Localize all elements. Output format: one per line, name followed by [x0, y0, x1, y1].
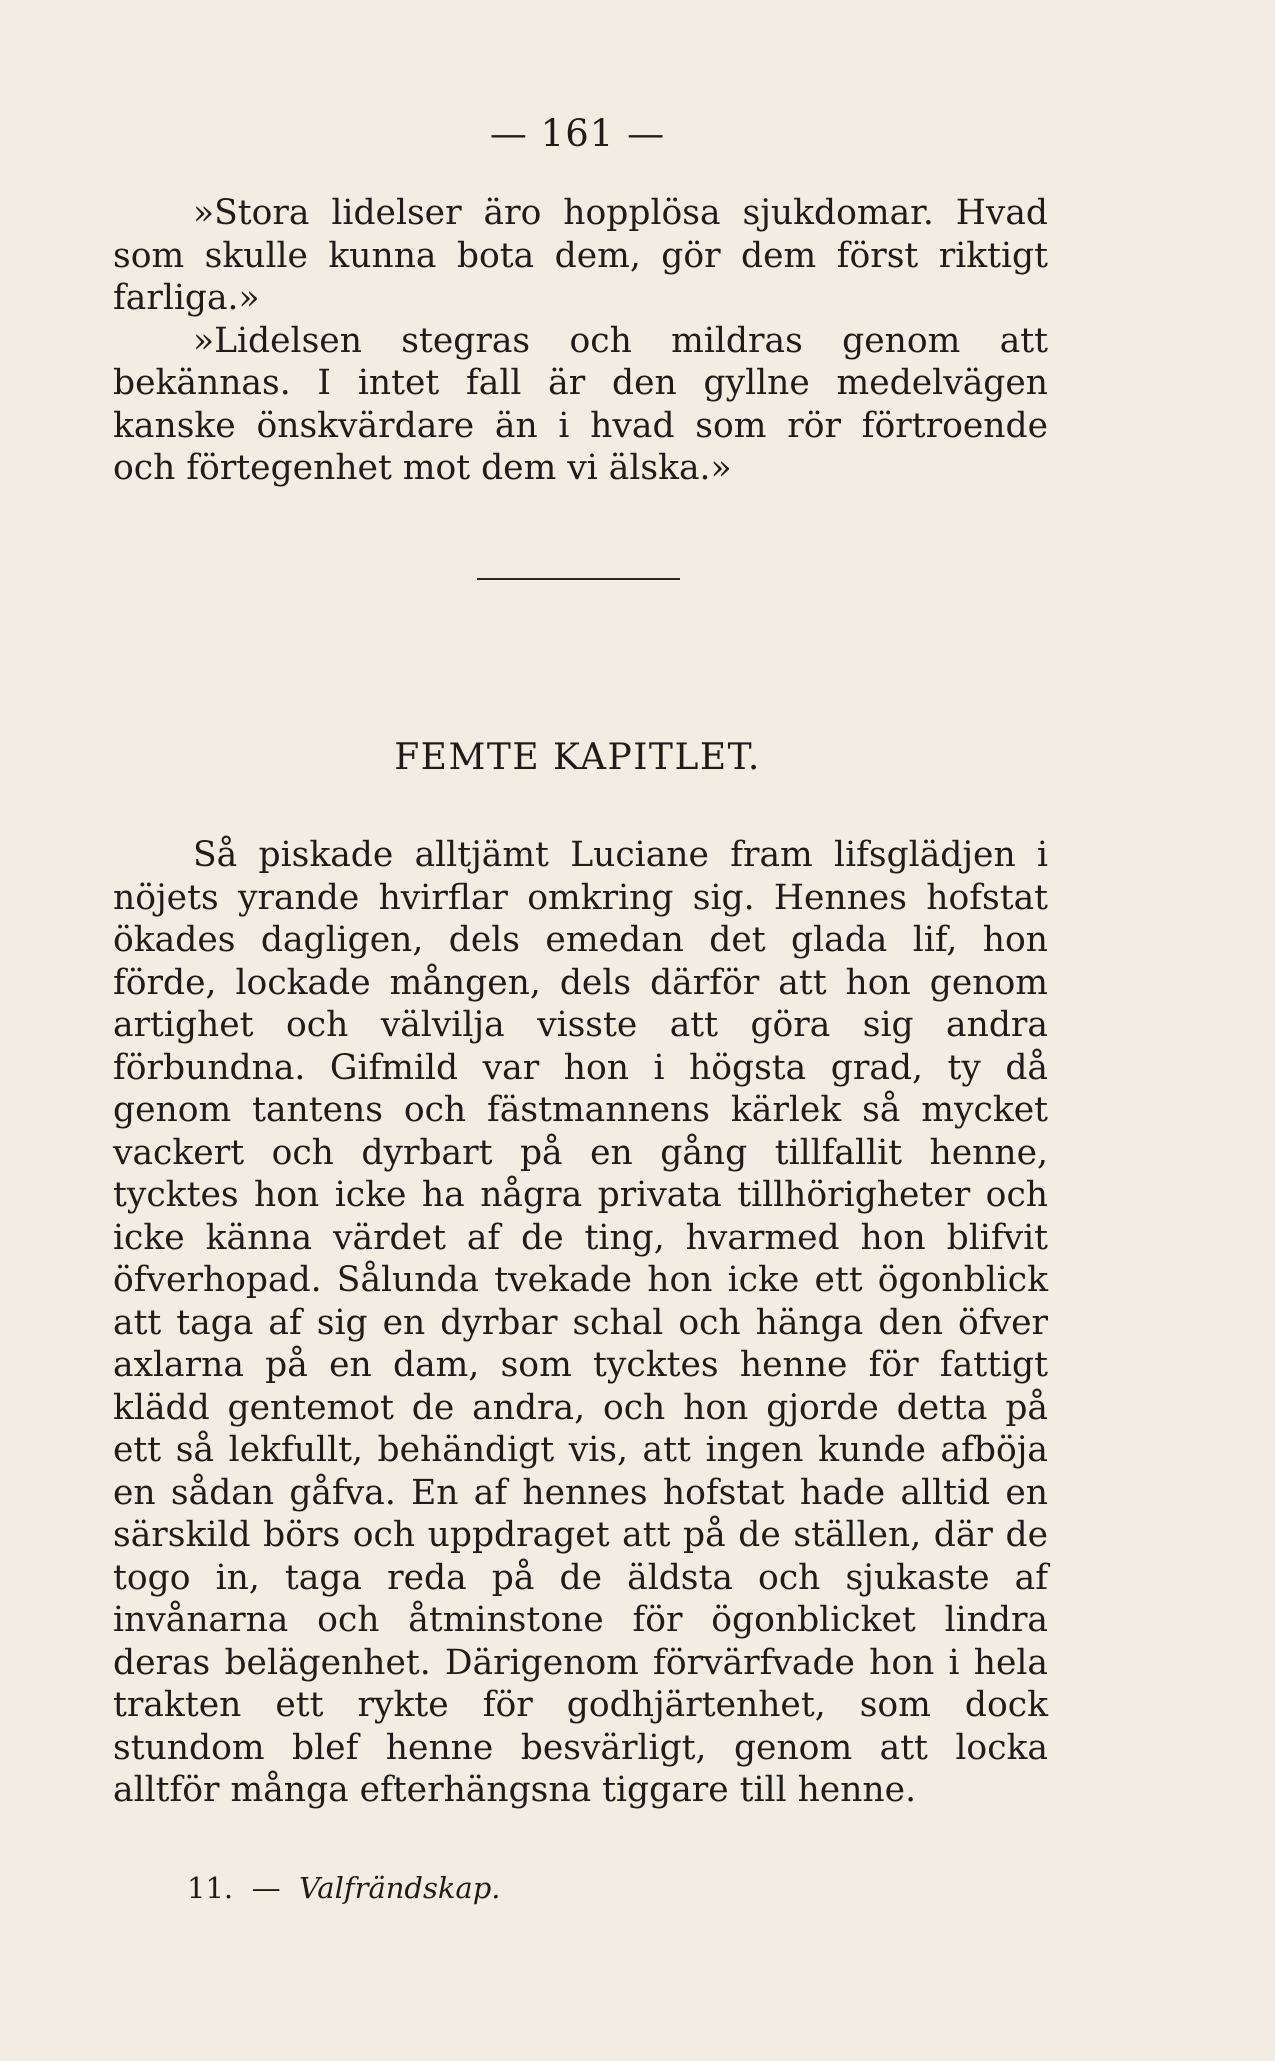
chapter-paragraph: Så piskade alltjämt Luciane fram lifsglädjen i nöjets yrande hvirflar omkring sig. Hennes hofstat ökades dagligen, dels emedan det glada lif, hon förde, lockade mången, dels därför att hon genom artighet och välvilja visste att göra sig andra förbundna. Gifmild var hon i högsta grad, ty då genom tantens och fästmannens kärlek så mycket vackert och dyrbart på en gång tillfallit henne, tycktes hon icke ha några privata tillhörigheter och icke känna värdet af de ting, hvarmed hon blifvit öfverhopad. Sålunda tvekade hon icke ett ögonblick att taga af sig en dyrbar schal och hänga den öfver axlarna på en dam, som tycktes henne för fattigt klädd gentemot de andra, och hon gjorde detta på ett så lekfullt, behändigt vis, att ingen kunde afböja en sådan gåfva. En af hennes hofstat hade alltid en särskild börs och uppdraget att på de ställen, där de togo in, taga reda på de äldsta och sjukaste af invånarna och åtminstone för ögonblicket lindra deras belägenhet. Därigenom förvärfvade hon i hela trakten ett rykte för godhjärtenhet, som dock stundom blef henne besvärligt, genom att locka alltför många efterhängsna tiggare till henne.: [113, 835, 1048, 1810]
signature-dash: —: [251, 1871, 281, 1905]
chapter-body: [113, 834, 1048, 1812]
page-number: — 161 —: [489, 112, 666, 155]
section-divider: [477, 578, 680, 580]
chapter-heading: FEMTE KAPITLET.: [394, 737, 761, 778]
epigraph-quotes: [113, 192, 1048, 490]
signature-title: Valfrändskap.: [299, 1871, 501, 1905]
quote-paragraph: »Lidelsen stegras och mildras genom att bekännas. I intet fall är den gyllne medelvägen kanske önskvärdare än i hvad som rör förtroende och förtegenhet mot dem vi älska.»: [113, 320, 1048, 488]
quote-paragraph: »Stora lidelser äro hopplösa sjukdomar. Hvad som skulle kunna bota dem, gör dem först riktigt farliga.»: [113, 193, 1048, 318]
signature-number: 11.: [187, 1871, 234, 1905]
printer-signature: [187, 1871, 501, 1905]
